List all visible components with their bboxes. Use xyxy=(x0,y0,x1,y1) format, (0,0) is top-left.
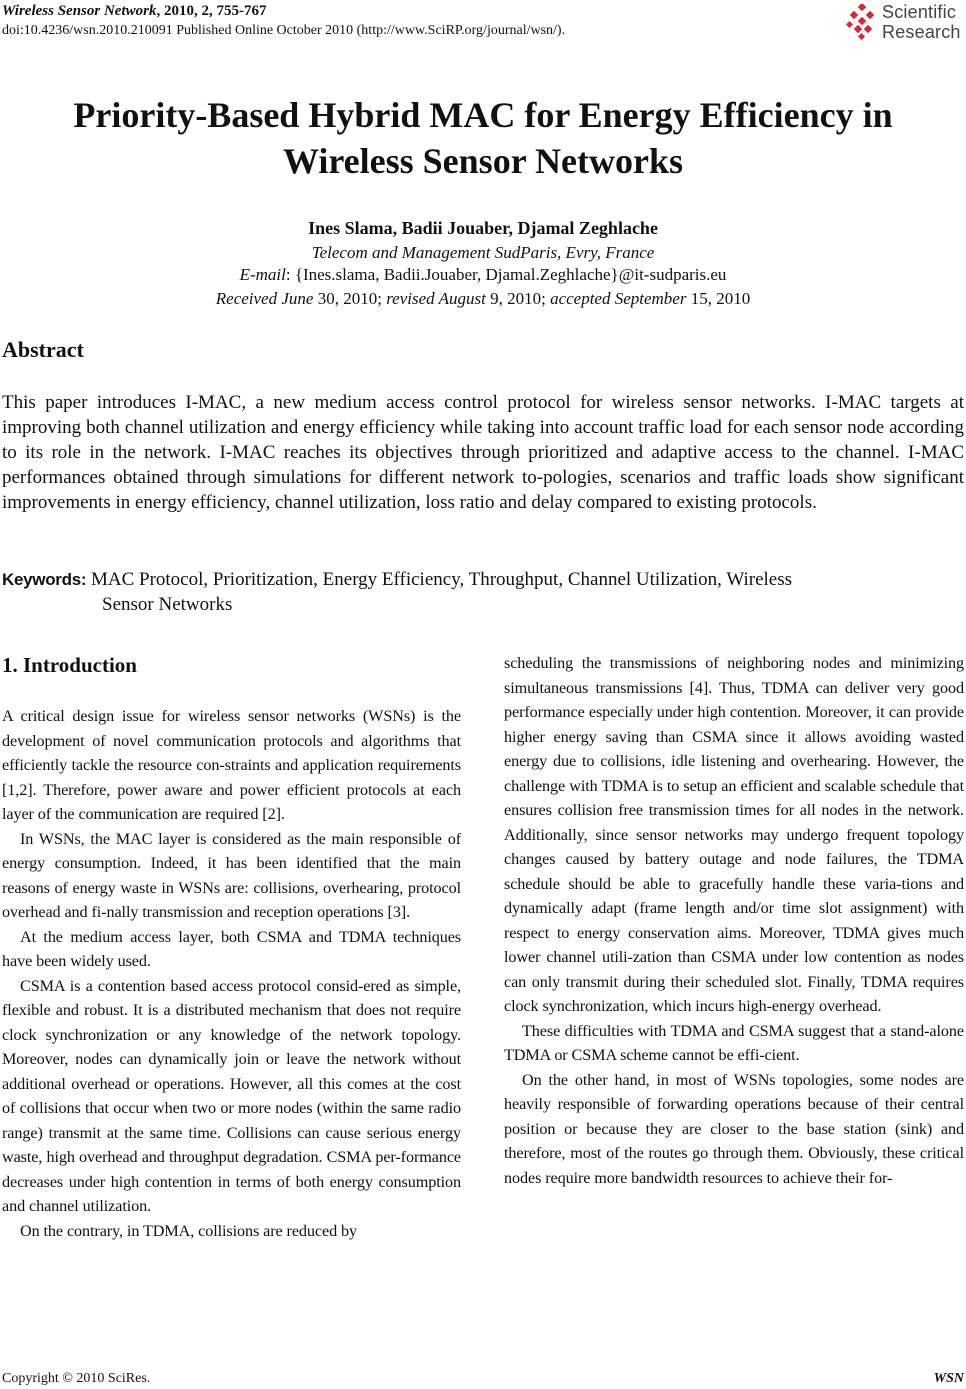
title-line-2: Wireless Sensor Networks xyxy=(283,141,683,181)
paragraph: On the other hand, in most of WSNs topologies, some nodes are heavily responsible of forwarding operations because of their central position or because they are closer to the base station (sink) and therefore, most of the routes go through them. Obviously, these critical nodes require more bandwidth resources to achieve their for- xyxy=(504,1070,964,1187)
abstract-text: This paper introduces I-MAC, a new medium access control protocol for wireless sensor networks. I-MAC targets at improving both channel utilization and energy efficiency while taking into account traffic load for each sensor node according to its role in the network. I-MAC reaches its objectives through prioritized and adaptive access to the channel. I-MAC performances obtained through simulations for different network to-pologies, scenarios and traffic loads show significant improvements in energy efficiency, channel utilization, loss ratio and delay compared to existing protocols. xyxy=(2,392,964,513)
left-column xyxy=(2,704,461,1243)
email-value: : {Ines.slama, Badii.Jouaber, Djamal.Zeghlache}@it-sudparis.eu xyxy=(285,265,727,284)
email-label: E-mail xyxy=(239,265,286,284)
accepted-label: accepted September xyxy=(550,289,687,308)
paragraph: At the medium access layer, both CSMA and TDMA techniques have been widely used. xyxy=(2,927,461,970)
logo-mark-icon xyxy=(846,4,880,42)
paragraph: scheduling the transmissions of neighboring nodes and minimizing simultaneous transmissions [4]. Thus, TDMA can deliver very good performance especially under high contention. Moreover, it can provide higher energy saving than CSMA since it allows avoiding wasted energy due to collisions, idle listening and overhearing. However, the challenge with TDMA is to setup an efficient and scalable schedule that ensures collision free transmission times for all nodes in the network. Additionally, since sensor networks may undergo frequent topology changes caused by battery outage and node failures, the TDMA schedule should be able to gracefully handle these varia-tions and dynamically adapt (frame length and/or time slot assignment) with respect to energy conservation aims. Moreover, TDMA gives much lower channel utili-zation than CSMA under low contention as nodes can only transmit during their scheduled slot. Finally, TDMA requires clock synchronization, which incurs high-energy overhead. xyxy=(504,654,964,1015)
journal-name: Wireless Sensor Network xyxy=(2,3,157,19)
keywords-line-2: Sensor Networks xyxy=(102,594,233,615)
received-date: 30, 2010; xyxy=(313,289,387,308)
logo-line-2: Research xyxy=(882,22,961,42)
journal-volume: , 2010, 2, 755-767 xyxy=(156,3,267,19)
affiliation: Telecom and Management SudParis, Evry, France xyxy=(311,243,655,262)
revised-date: 9, 2010; xyxy=(485,289,551,308)
paragraph: These difficulties with TDMA and CSMA suggest that a stand-alone TDMA or CSMA scheme cannot be effi-cient. xyxy=(504,1021,964,1064)
authors: Ines Slama, Badii Jouaber, Djamal Zeghlache xyxy=(308,218,658,238)
paragraph: A critical design issue for wireless sensor networks (WSNs) is the development of novel communication protocols and algorithms that efficiently tackle the resource con-straints and application requirements [1,2]. Therefore, power aware and power efficient protocols at each layer of the communication are required [2]. xyxy=(2,707,461,823)
abstract-heading: Abstract xyxy=(2,337,84,362)
received-label: Received June xyxy=(215,289,314,308)
right-column xyxy=(504,651,964,1190)
paragraph: In WSNs, the MAC layer is considered as the main responsible of energy consumption. Indeed, it has been identified that the main reasons of energy waste in WSNs are: collisions, overhearing, protocol overhead and fi-nally transmission and reception operations [3]. xyxy=(2,829,461,921)
journal-citation xyxy=(2,2,266,21)
publisher-logo xyxy=(846,2,964,44)
title-line-1: Priority-Based Hybrid MAC for Energy Efficiency in xyxy=(73,95,893,135)
paragraph: CSMA is a contention based access protocol consid-ered as simple, flexible and robust. It is a distributed mechanism that does not require clock synchronization or any knowledge of the network topology. Moreover, nodes can dynamically join or leave the network without additional overhead or operations. However, all this comes at the cost of collisions that occur when two or more nodes (within the same radio range) transmit at the same time. Collisions can cause serious energy waste, high overhead and throughput degradation. CSMA per-formance decreases under high contention in terms of both energy consumption and channel utilization. xyxy=(2,976,461,1215)
email-line xyxy=(0,264,966,286)
section-heading: 1. Introduction xyxy=(2,653,137,677)
doi-line: doi:10.4236/wsn.2010.210091 Published Online October 2010 (http://www.SciRP.org/journal/wsn/). xyxy=(2,23,566,38)
paper-title xyxy=(0,92,966,184)
keywords xyxy=(2,567,964,617)
copyright: Copyright © 2010 SciRes. xyxy=(2,1371,151,1386)
journal-abbreviation: WSN xyxy=(933,1371,964,1386)
keywords-label: Keywords: xyxy=(2,570,87,589)
received-dates xyxy=(0,288,966,310)
logo-text xyxy=(882,2,961,42)
paragraph: On the contrary, in TDMA, collisions are reduced by xyxy=(20,1221,357,1240)
revised-label: revised August xyxy=(386,289,486,308)
keywords-line-1: MAC Protocol, Prioritization, Energy Efficiency, Throughput, Channel Utilization, Wireless xyxy=(86,569,793,590)
logo-line-1: Scientific xyxy=(882,2,957,22)
accepted-date: 15, 2010 xyxy=(686,289,751,308)
